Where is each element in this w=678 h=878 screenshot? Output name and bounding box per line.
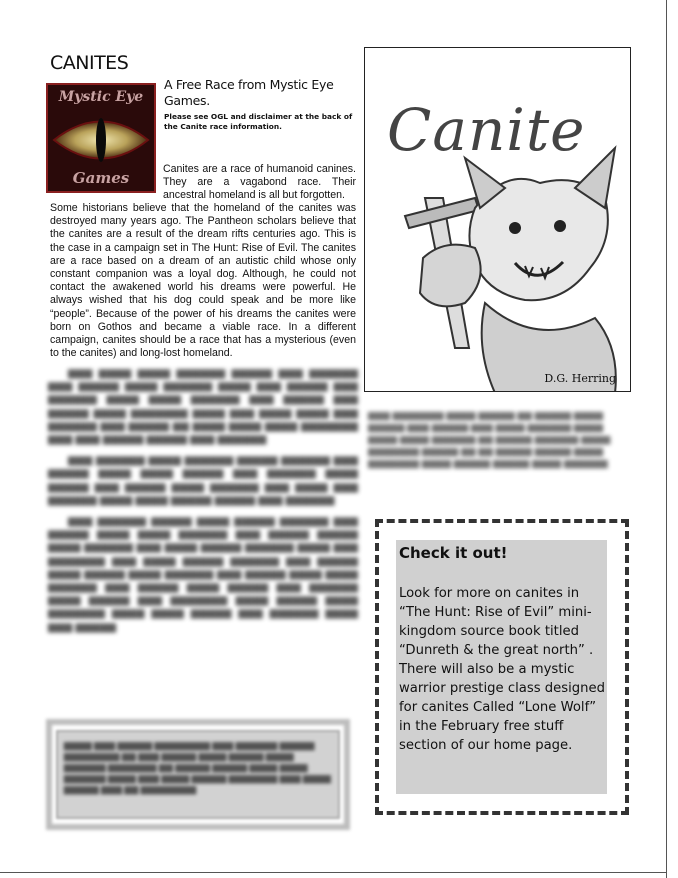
body-paragraph-top: Canites are a race of humanoid canines. They are a vagabond race. Their ancestral homeland is all but forgotten. bbox=[163, 163, 356, 202]
mystic-eye-logo bbox=[46, 83, 156, 193]
canite-drawing bbox=[365, 48, 631, 392]
logo-bottom-text: Games bbox=[72, 169, 130, 187]
canite-illustration bbox=[364, 47, 631, 392]
page-edge bbox=[0, 872, 666, 873]
body-paragraph-main: Some historians believe that the homeland of the canites was destroyed many years ago. The Pantheon scholars believe that the canites are a result of the dream rifts centuries ago. This is the case in a campaign set in The Hunt: Rise of Evil. The canites are a race based on a dream of an autistic child whose only constant companion was a loyal dog. Although, he could not contact the awakened world his dreams were powerful. He always wished that his dog could speak and be more like “people”. Because of the power of his dreams the canites were born on Gothos and became a viable race. In a different campaign, canites should be a race that has a mysterious (even to the canites) and long-lost homeland. bbox=[50, 202, 356, 360]
illustration-credit: D.G. Herring bbox=[544, 372, 616, 385]
callout-text: Look for more on canites in “The Hunt: Rise of Evil” mini-kingdom source book titled “Dunreth & the great north” . There will also be a mystic warrior prestige class designed for canites Called “Lone Wolf” in the February free stuff section of our home page. bbox=[399, 586, 605, 753]
page-edge bbox=[666, 0, 667, 878]
blurred-caption: ▆▆▆ ▆▆▆▆▆▆▆ ▆▆▆▆ ▆▆▆▆▆ ▆▆ ▆▆▆▆▆ ▆▆▆▆ ▆▆▆▆▆ ▆▆▆ ▆▆▆▆▆ ▆▆▆ ▆▆▆▆ ▆▆▆▆▆▆ ▆▆▆▆ ▆▆▆▆ ▆▆▆▆ ▆▆▆▆▆▆ ▆▆ ▆▆▆▆▆ ▆▆▆▆▆▆ ▆▆▆▆ ▆▆▆▆▆▆▆ ▆▆▆▆▆ ▆▆ ▆▆ ▆▆▆▆▆ ▆▆▆▆▆ ▆▆▆▆ ▆▆▆▆▆▆▆ ▆▆▆▆ ▆▆▆▆▆ ▆▆▆▆▆ ▆▆▆▆ ▆▆▆▆▆▆ bbox=[368, 410, 611, 469]
logo-top-text: Mystic Eye bbox=[58, 89, 144, 105]
callout-heading: Check it out! bbox=[399, 544, 508, 562]
ogl-note: Please see OGL and disclaimer at the back of the Canite race information. bbox=[164, 112, 353, 131]
subtitle: A Free Race from Mystic Eye Games. bbox=[164, 77, 334, 108]
blurred-text-column: ▆▆▆ ▆▆▆▆ ▆▆▆▆ ▆▆▆▆▆▆ ▆▆▆▆▆ ▆▆▆ ▆▆▆▆▆▆ ▆▆▆ ▆▆▆▆▆ ▆▆▆▆ ▆▆▆▆▆▆ ▆▆▆▆ ▆▆▆ ▆▆▆▆▆ ▆▆▆ ▆▆▆▆▆▆ ▆▆▆▆ ▆▆▆▆ ▆▆▆▆▆▆ ▆▆▆ ▆▆▆▆▆ ▆▆▆ ▆▆▆▆▆ ▆▆▆▆ ▆▆▆▆▆▆▆ ▆▆▆▆ ▆▆▆ ▆▆▆▆ ▆▆▆▆ ▆▆▆ ▆▆▆▆▆▆ ▆▆▆ ▆▆▆▆▆ ▆▆ ▆▆▆▆ ▆▆▆▆ ▆▆▆▆ ▆▆▆▆▆▆▆ ▆▆▆ ▆▆▆ ▆▆▆▆▆ ▆▆▆▆▆ ▆▆▆ ▆▆▆▆▆▆ ▆▆▆ ▆▆▆▆▆▆ ▆▆▆▆ ▆▆▆▆▆▆ ▆▆▆▆▆ ▆▆▆▆▆▆ ▆▆▆ ▆▆▆▆▆ ▆▆▆▆ ▆▆▆▆ ▆▆▆▆▆ ▆▆▆ ▆▆▆▆▆▆ ▆▆▆▆ ▆▆▆▆▆ ▆▆▆ ▆▆▆▆▆ ▆▆▆▆ ▆▆▆▆▆▆ ▆▆▆ ▆▆▆▆ ▆▆▆ ▆▆▆▆▆▆ ▆▆▆▆ ▆▆▆▆ ▆▆▆▆▆ ▆▆▆▆▆ ▆▆▆ ▆▆▆▆▆▆ ▆▆▆ ▆▆▆▆▆▆ ▆▆▆▆▆ ▆▆▆▆ ▆▆▆▆▆ ▆▆▆▆▆▆ ▆▆▆ ▆▆▆▆▆ ▆▆▆▆ ▆▆▆▆ ▆▆▆▆▆▆ ▆▆▆ ▆▆▆▆▆ ▆▆▆▆▆ ▆▆▆▆ ▆▆▆▆▆▆ ▆▆▆ ▆▆▆▆ ▆▆▆▆▆ ▆▆▆▆▆▆ ▆▆▆▆ ▆▆▆ ▆▆▆▆▆▆▆ ▆▆▆ ▆▆▆▆ ▆▆▆▆▆ ▆▆▆▆▆▆ ▆▆▆ ▆▆▆▆▆ ▆▆▆▆ ▆▆▆▆▆ ▆▆▆▆ ▆▆▆▆▆▆ ▆▆▆ ▆▆▆▆▆ ▆▆▆▆ ▆▆▆▆ ▆▆▆▆▆▆ ▆▆▆ ▆▆▆▆▆ ▆▆▆▆ ▆▆▆▆▆ ▆▆▆ ▆▆▆▆▆▆ ▆▆▆▆ ▆▆▆▆▆ ▆▆▆ ▆▆▆▆▆▆▆ ▆▆▆▆ ▆▆▆▆▆ ▆▆▆▆ ▆▆▆▆▆▆▆ ▆▆▆▆ ▆▆▆▆ ▆▆▆▆▆ ▆▆▆ ▆▆▆▆▆▆ ▆▆▆▆ ▆▆▆ ▆▆▆▆▆ bbox=[48, 367, 358, 633]
illustration-title: Canite bbox=[387, 96, 586, 164]
blurred-box-text: ▆▆▆▆ ▆▆▆ ▆▆▆▆▆ ▆▆▆▆▆▆▆▆ ▆▆▆ ▆▆▆▆▆▆ ▆▆▆▆▆ ▆▆▆▆▆▆▆▆ ▆▆ ▆▆▆ ▆▆▆▆▆ ▆▆▆▆ ▆▆▆▆▆ ▆▆▆▆ ▆▆▆▆▆▆ ▆▆▆▆▆▆▆ ▆▆ ▆▆▆▆▆ ▆▆▆▆▆ ▆▆▆▆ ▆▆▆▆ ▆▆▆▆▆▆ ▆▆▆▆ ▆▆▆ ▆▆▆▆ ▆▆▆▆▆ ▆▆▆▆▆▆▆ ▆▆▆ ▆▆▆▆ ▆▆▆▆▆ ▆▆▆ ▆▆ ▆▆▆▆▆▆▆▆ bbox=[64, 740, 331, 794]
page-title: CANITES bbox=[50, 52, 129, 74]
